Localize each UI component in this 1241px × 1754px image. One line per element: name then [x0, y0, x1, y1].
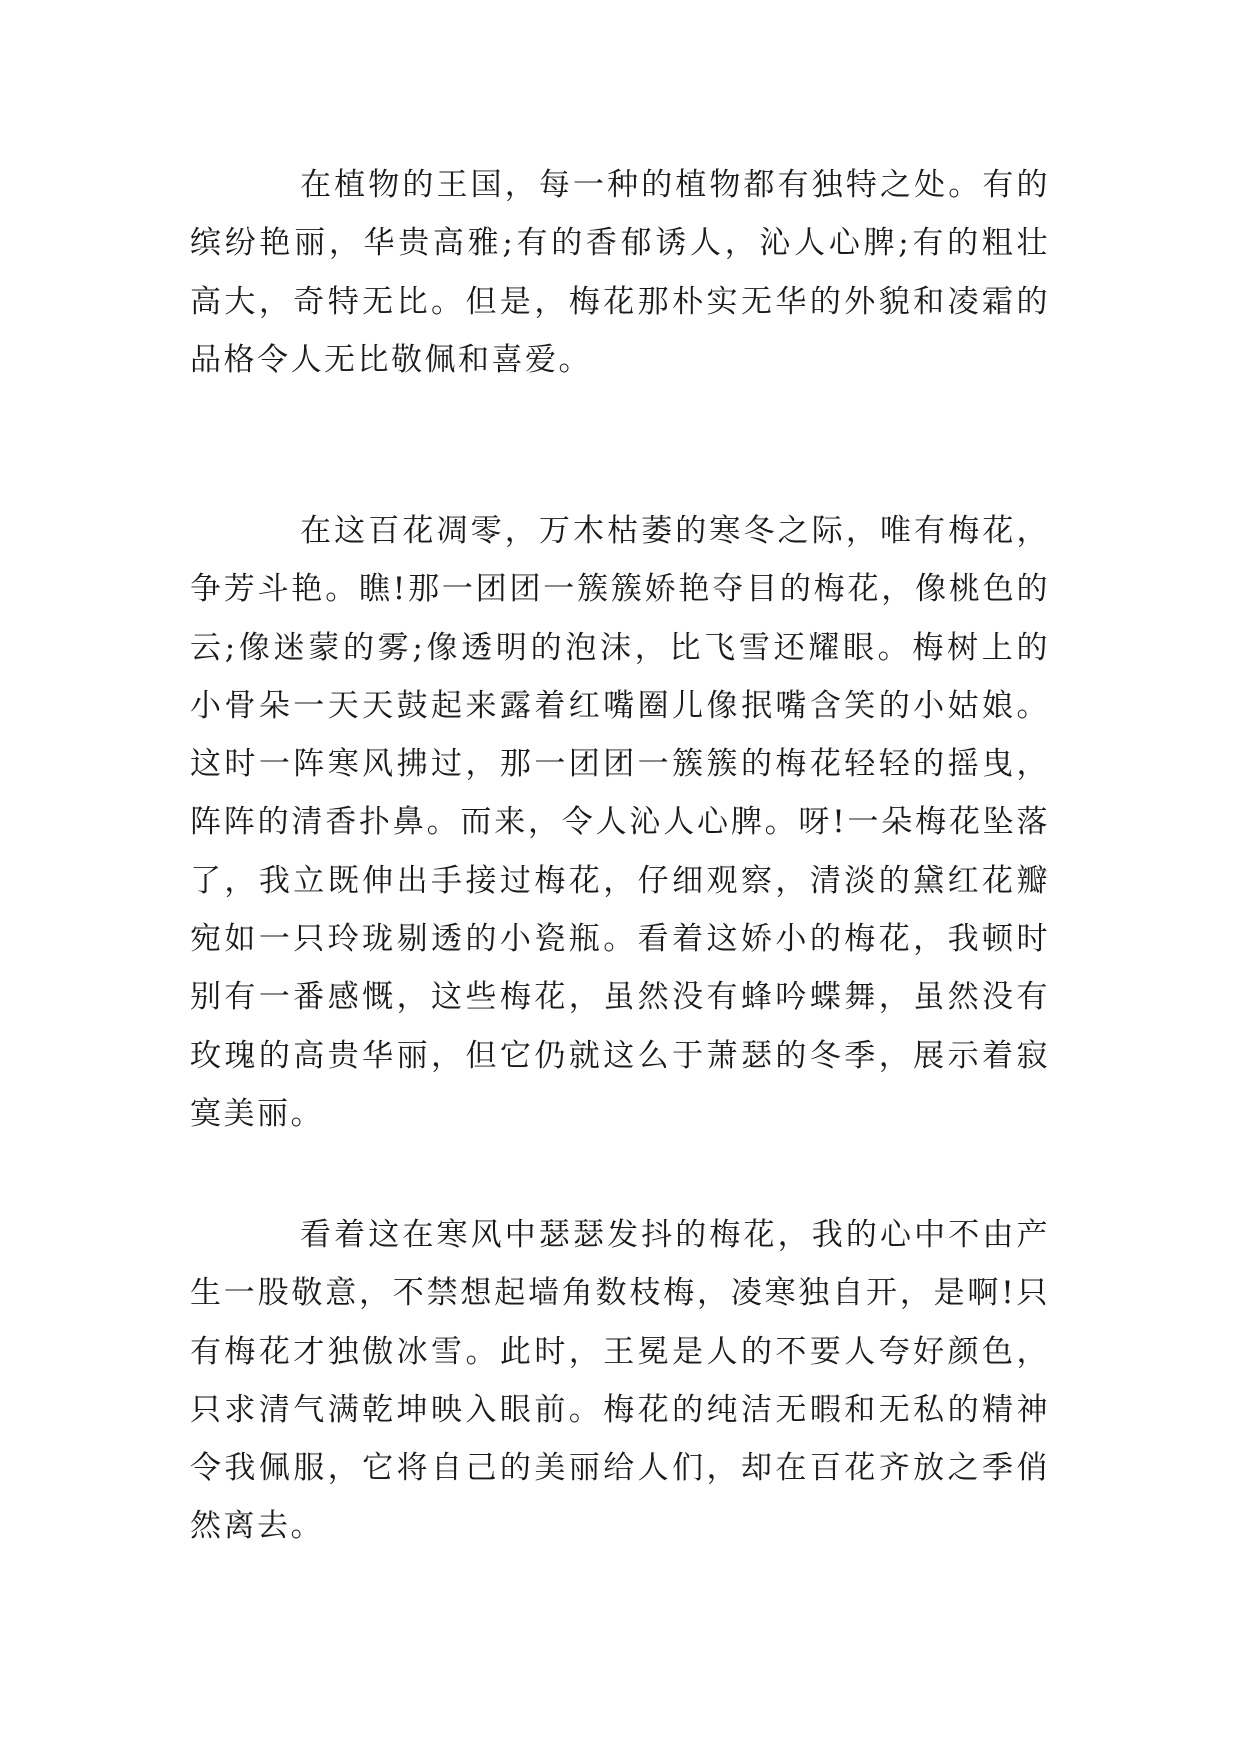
paragraph-reflection: 看着这在寒风中瑟瑟发抖的梅花，我的心中不由产生一股敬意，不禁想起墙角数枝梅，凌寒独自开，是啊!只有梅花才独傲冰雪。此时，王冕是人的不要人夸好颜色，只求清气满乾坤映入眼前。梅花的纯洁无暇和无私的精神令我佩服，它将自己的美丽给人们，却在百花齐放之季俏然离去。: [190, 1217, 1050, 1545]
paragraph-plum-blossom-description: 在这百花凋零，万木枯萎的寒冬之际，唯有梅花，争芳斗艳。瞧!那一团团一簇簇娇艳夺目的梅花，像桃色的云;像迷蒙的雾;像透明的泡沫，比飞雪还耀眼。梅树上的小骨朵一天天鼓起来露着红嘴圈儿像抿嘴含笑的小姑娘。这时一阵寒风拂过，那一团团一簇簇的梅花轻轻的摇曳，阵阵的清香扑鼻。而来，令人沁人心脾。呀!一朵梅花坠落了，我立既伸出手接过梅花，仔细观察，清淡的黛红花瓣宛如一只玲珑剔透的小瓷瓶。看着这娇小的梅花，我顿时别有一番感慨，这些梅花，虽然没有蜂吟蝶舞，虽然没有玫瑰的高贵华丽，但它仍就这么于萧瑟的冬季，展示着寂寞美丽。: [190, 513, 1050, 1132]
paragraph-intro: 在植物的王国，每一种的植物都有独特之处。有的缤纷艳丽，华贵高雅;有的香郁诱人，沁人心脾;有的粗壮高大，奇特无比。但是，梅花那朴实无华的外貌和凌霜的品格令人无比敬佩和喜爱。: [190, 167, 1050, 378]
